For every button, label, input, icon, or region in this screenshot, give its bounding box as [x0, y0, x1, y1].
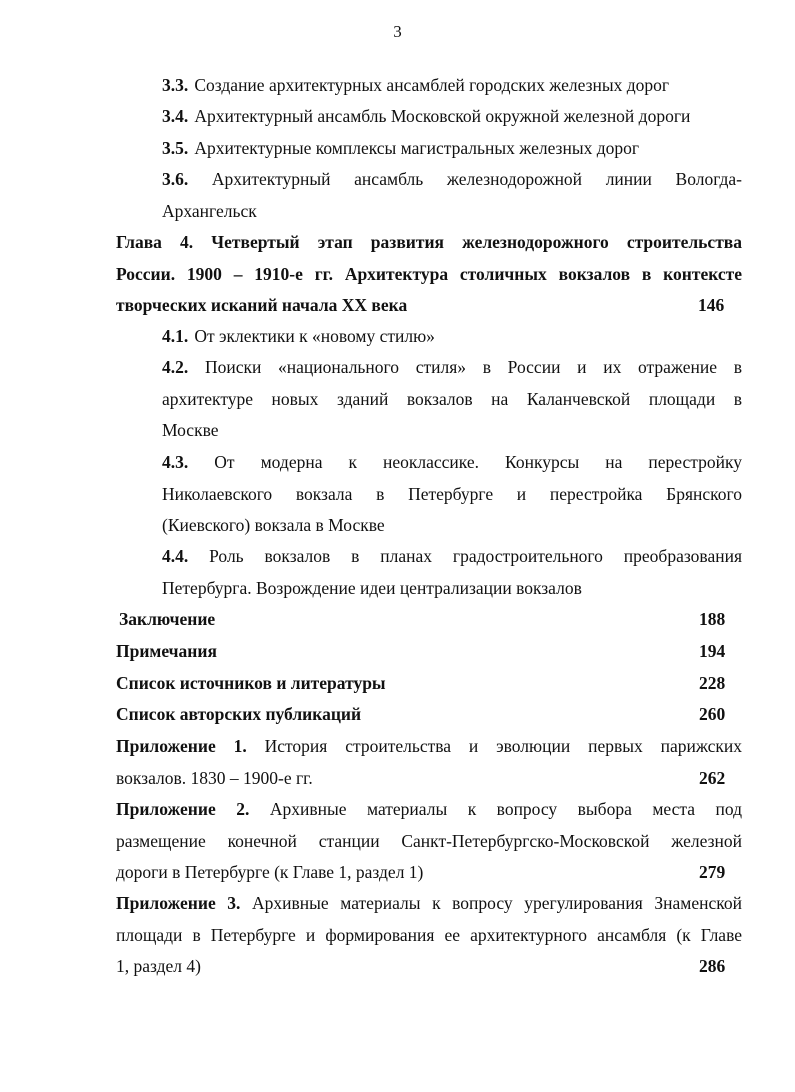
section-title-line-2: архитектуре новых зданий вокзалов на Каланчевской площади в: [162, 388, 742, 409]
chapter-title-line-3: творческих исканий начала XX века: [116, 295, 408, 316]
toc-appendix-1[interactable]: [116, 731, 742, 794]
page-ref: 260: [699, 704, 726, 724]
page-ref: 279: [699, 862, 726, 883]
entry-title: Примечания: [116, 641, 217, 661]
section-title: Архитектурные комплексы магистральных железных дорог: [194, 138, 640, 158]
entry-title: Список источников и литературы: [116, 673, 386, 693]
toc-appendix-3[interactable]: [116, 888, 742, 983]
section-title-line-2: Архангельск: [162, 200, 257, 221]
section-title-line-1: Архитектурный ансамбль железнодорожной линии Вологда-: [211, 169, 743, 189]
section-title: Создание архитектурных ансамблей городских железных дорог: [194, 75, 670, 95]
page-ref: 194: [699, 641, 726, 661]
toc-entry-sources[interactable]: [116, 668, 729, 700]
toc-entry-3-6[interactable]: [162, 164, 742, 227]
section-title-line-1: Роль вокзалов в планах градостроительного преобразования: [209, 546, 742, 566]
page-number: 3: [393, 22, 402, 41]
section-number: 4.4.: [162, 546, 189, 566]
section-number: 4.2.: [162, 357, 189, 377]
toc-entry-4-3[interactable]: [162, 447, 742, 542]
section-title: Архитектурный ансамбль Московской окружной железной дороги: [194, 106, 691, 126]
toc-entry-publications[interactable]: [116, 699, 729, 731]
page-ref: 228: [699, 673, 726, 693]
entry-title: Заключение: [119, 609, 216, 629]
section-title-line-2: Петербурга. Возрождение идеи централизации вокзалов: [162, 577, 582, 598]
section-title-line-3: (Киевского) вокзала в Москве: [162, 515, 385, 536]
chapter-title-line-2: России. 1900 – 1910-е гг. Архитектура столичных вокзалов в контексте: [116, 263, 742, 284]
toc-appendix-2[interactable]: [116, 794, 742, 889]
section-number: 4.1.: [162, 326, 189, 346]
page-ref: 262: [699, 767, 726, 788]
section-number: 3.6.: [162, 169, 189, 189]
section-number: 3.5.: [162, 138, 189, 158]
toc-entry-3-4[interactable]: [162, 101, 742, 133]
toc-entry-4-2[interactable]: [162, 352, 742, 447]
section-title: От эклектики к «новому стилю»: [194, 326, 435, 346]
entry-title: Список авторских публикаций: [116, 704, 362, 724]
toc-entry-conclusion[interactable]: [119, 604, 729, 636]
page-ref: 188: [699, 609, 726, 629]
toc-entry-4-1[interactable]: [162, 321, 742, 353]
appendix-label: Приложение 1.: [116, 736, 247, 756]
page-ref: 286: [699, 956, 726, 977]
section-number: 3.3.: [162, 75, 189, 95]
section-number: 3.4.: [162, 106, 189, 126]
section-title-line-1: Поиски «национального стиля» в России и их отражение в: [204, 357, 742, 377]
toc-entry-notes[interactable]: [116, 636, 729, 668]
appendix-title-line-2: вокзалов. 1830 – 1900-е гг.: [116, 767, 313, 788]
appendix-title-line-1: Архивные материалы к вопросу выбора места под: [269, 799, 743, 819]
appendix-title-line-1: Архивные материалы к вопросу урегулирования Знаменской: [252, 893, 743, 913]
section-title-line-1: От модерна к неоклассике. Конкурсы на перестройку: [214, 452, 742, 472]
appendix-title-line-1: История строительства и эволюции первых парижских: [264, 736, 743, 756]
toc-entry-3-5[interactable]: [162, 133, 742, 165]
appendix-title-line-2: размещение конечной станции Санкт-Петербургско-Московской железной: [116, 830, 742, 851]
appendix-label: Приложение 3.: [116, 893, 241, 913]
section-title-line-2: Николаевского вокзала в Петербурге и перестройка Брянского: [162, 483, 742, 504]
toc-entry-3-3[interactable]: [162, 70, 742, 102]
toc-entry-4-4[interactable]: [162, 541, 742, 604]
appendix-title-line-3: 1, раздел 4): [116, 956, 201, 977]
toc-chapter-4[interactable]: [116, 227, 742, 322]
section-title-line-3: Москве: [162, 420, 219, 441]
appendix-title-line-2: площади в Петербурге и формирования ее архитектурного ансамбля (к Главе: [116, 924, 742, 945]
appendix-label: Приложение 2.: [116, 799, 250, 819]
section-number: 4.3.: [162, 452, 189, 472]
page-ref: 146: [698, 295, 725, 316]
chapter-title-line-1: Глава 4. Четвертый этап развития железнодорожного строительства: [116, 232, 742, 252]
appendix-title-line-3: дороги в Петербурге (к Главе 1, раздел 1): [116, 862, 424, 883]
